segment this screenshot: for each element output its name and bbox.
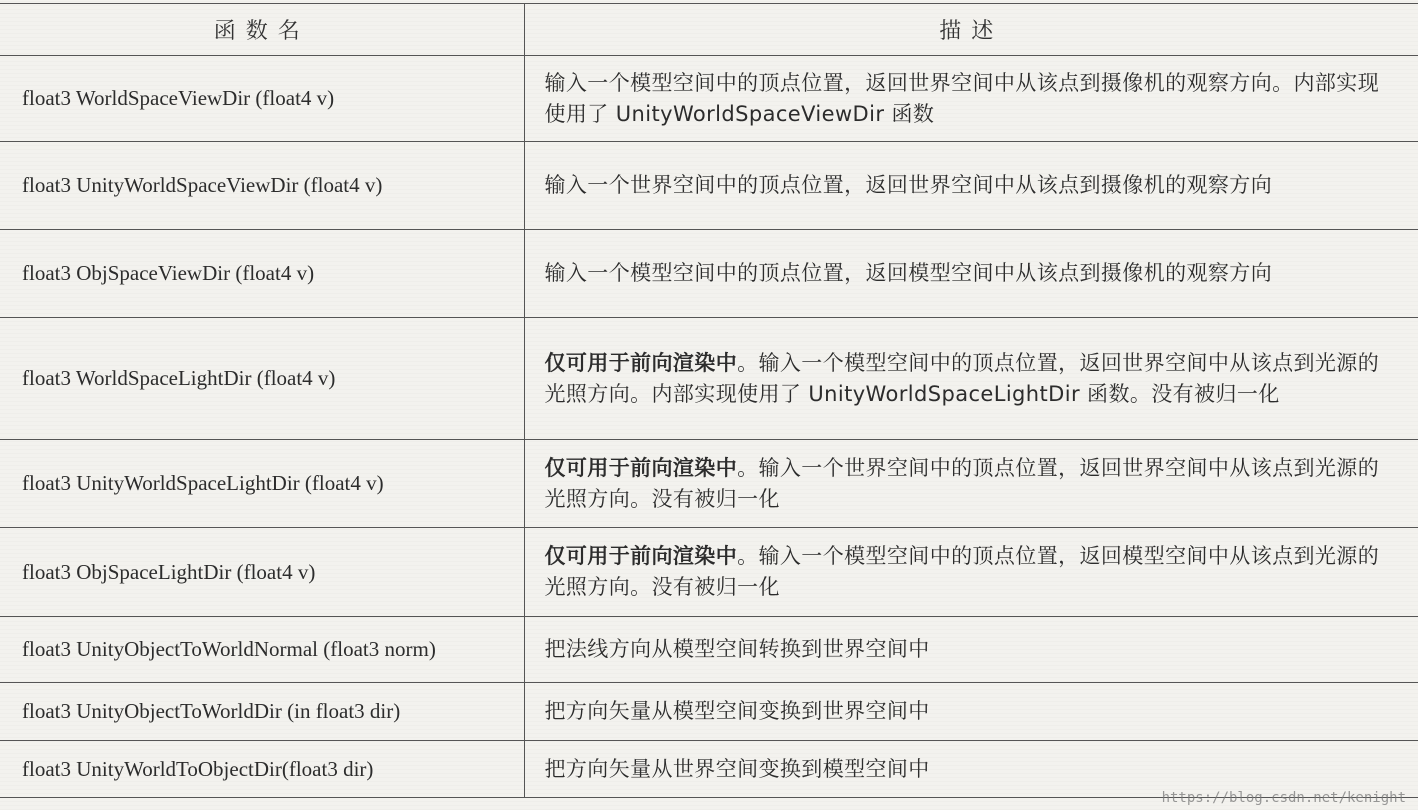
description-text: 把方向矢量从世界空间变换到模型空间中 (544, 756, 930, 781)
function-description (524, 230, 1418, 318)
function-description (524, 741, 1418, 798)
function-description (524, 142, 1418, 230)
description-text: 。输入一个模型空间中的顶点位置，返回模型空间中从该点到光源的光照方向。没有被归一化 (544, 544, 1380, 599)
table-row (0, 741, 1418, 798)
function-signature: float3 UnityObjectToWorldNormal (float3 norm) (0, 617, 524, 683)
table-row (0, 318, 1418, 440)
function-signature: float3 WorldSpaceLightDir (float4 v) (0, 318, 524, 440)
function-signature: float3 ObjSpaceLightDir (float4 v) (0, 528, 524, 617)
function-signature: float3 UnityObjectToWorldDir (in float3 dir) (0, 683, 524, 741)
table-row (0, 617, 1418, 683)
function-signature: float3 UnityWorldSpaceLightDir (float4 v) (0, 440, 524, 528)
table-row (0, 528, 1418, 617)
table-row (0, 142, 1418, 230)
function-description (524, 683, 1418, 741)
function-signature: float3 UnityWorldToObjectDir(float3 dir) (0, 741, 524, 798)
table-row (0, 440, 1418, 528)
description-emphasis: 仅可用于前向渲染中 (544, 455, 738, 480)
function-description (524, 440, 1418, 528)
header-function-name: 函数名 (0, 4, 524, 56)
description-text: 输入一个世界空间中的顶点位置，返回世界空间中从该点到摄像机的观察方向 (544, 173, 1273, 197)
function-description (524, 617, 1418, 683)
table-row (0, 230, 1418, 318)
description-text: 。输入一个模型空间中的顶点位置，返回世界空间中从该点到光源的光照方向。内部实现使用了 UnityWorldSpaceLightDir 函数。没有被归一化 (544, 350, 1380, 406)
function-signature: float3 UnityWorldSpaceViewDir (float4 v) (0, 142, 524, 230)
header-description: 描述 (524, 4, 1418, 56)
function-description (524, 318, 1418, 440)
table-row (0, 683, 1418, 741)
description-text: 把法线方向从模型空间转换到世界空间中 (544, 637, 930, 661)
description-emphasis: 仅可用于前向渲染中 (544, 350, 738, 375)
function-table (0, 3, 1418, 798)
function-signature: float3 WorldSpaceViewDir (float4 v) (0, 56, 524, 142)
description-text: 把方向矢量从模型空间变换到世界空间中 (544, 699, 930, 723)
function-signature: float3 ObjSpaceViewDir (float4 v) (0, 230, 524, 318)
watermark-url: https://blog.csdn.net/kenight (1161, 790, 1406, 806)
description-emphasis: 仅可用于前向渲染中 (544, 544, 738, 568)
description-text: 输入一个模型空间中的顶点位置，返回模型空间中从该点到摄像机的观察方向 (544, 261, 1273, 285)
table-header-row (0, 4, 1418, 56)
table-row (0, 56, 1418, 142)
description-text: 。输入一个世界空间中的顶点位置，返回世界空间中从该点到光源的光照方向。没有被归一化 (544, 455, 1380, 511)
function-description (524, 56, 1418, 142)
description-text: 输入一个模型空间中的顶点位置，返回世界空间中从该点到摄像机的观察方向。内部实现使用了 UnityWorldSpaceViewDir 函数 (544, 70, 1380, 126)
function-description (524, 528, 1418, 617)
